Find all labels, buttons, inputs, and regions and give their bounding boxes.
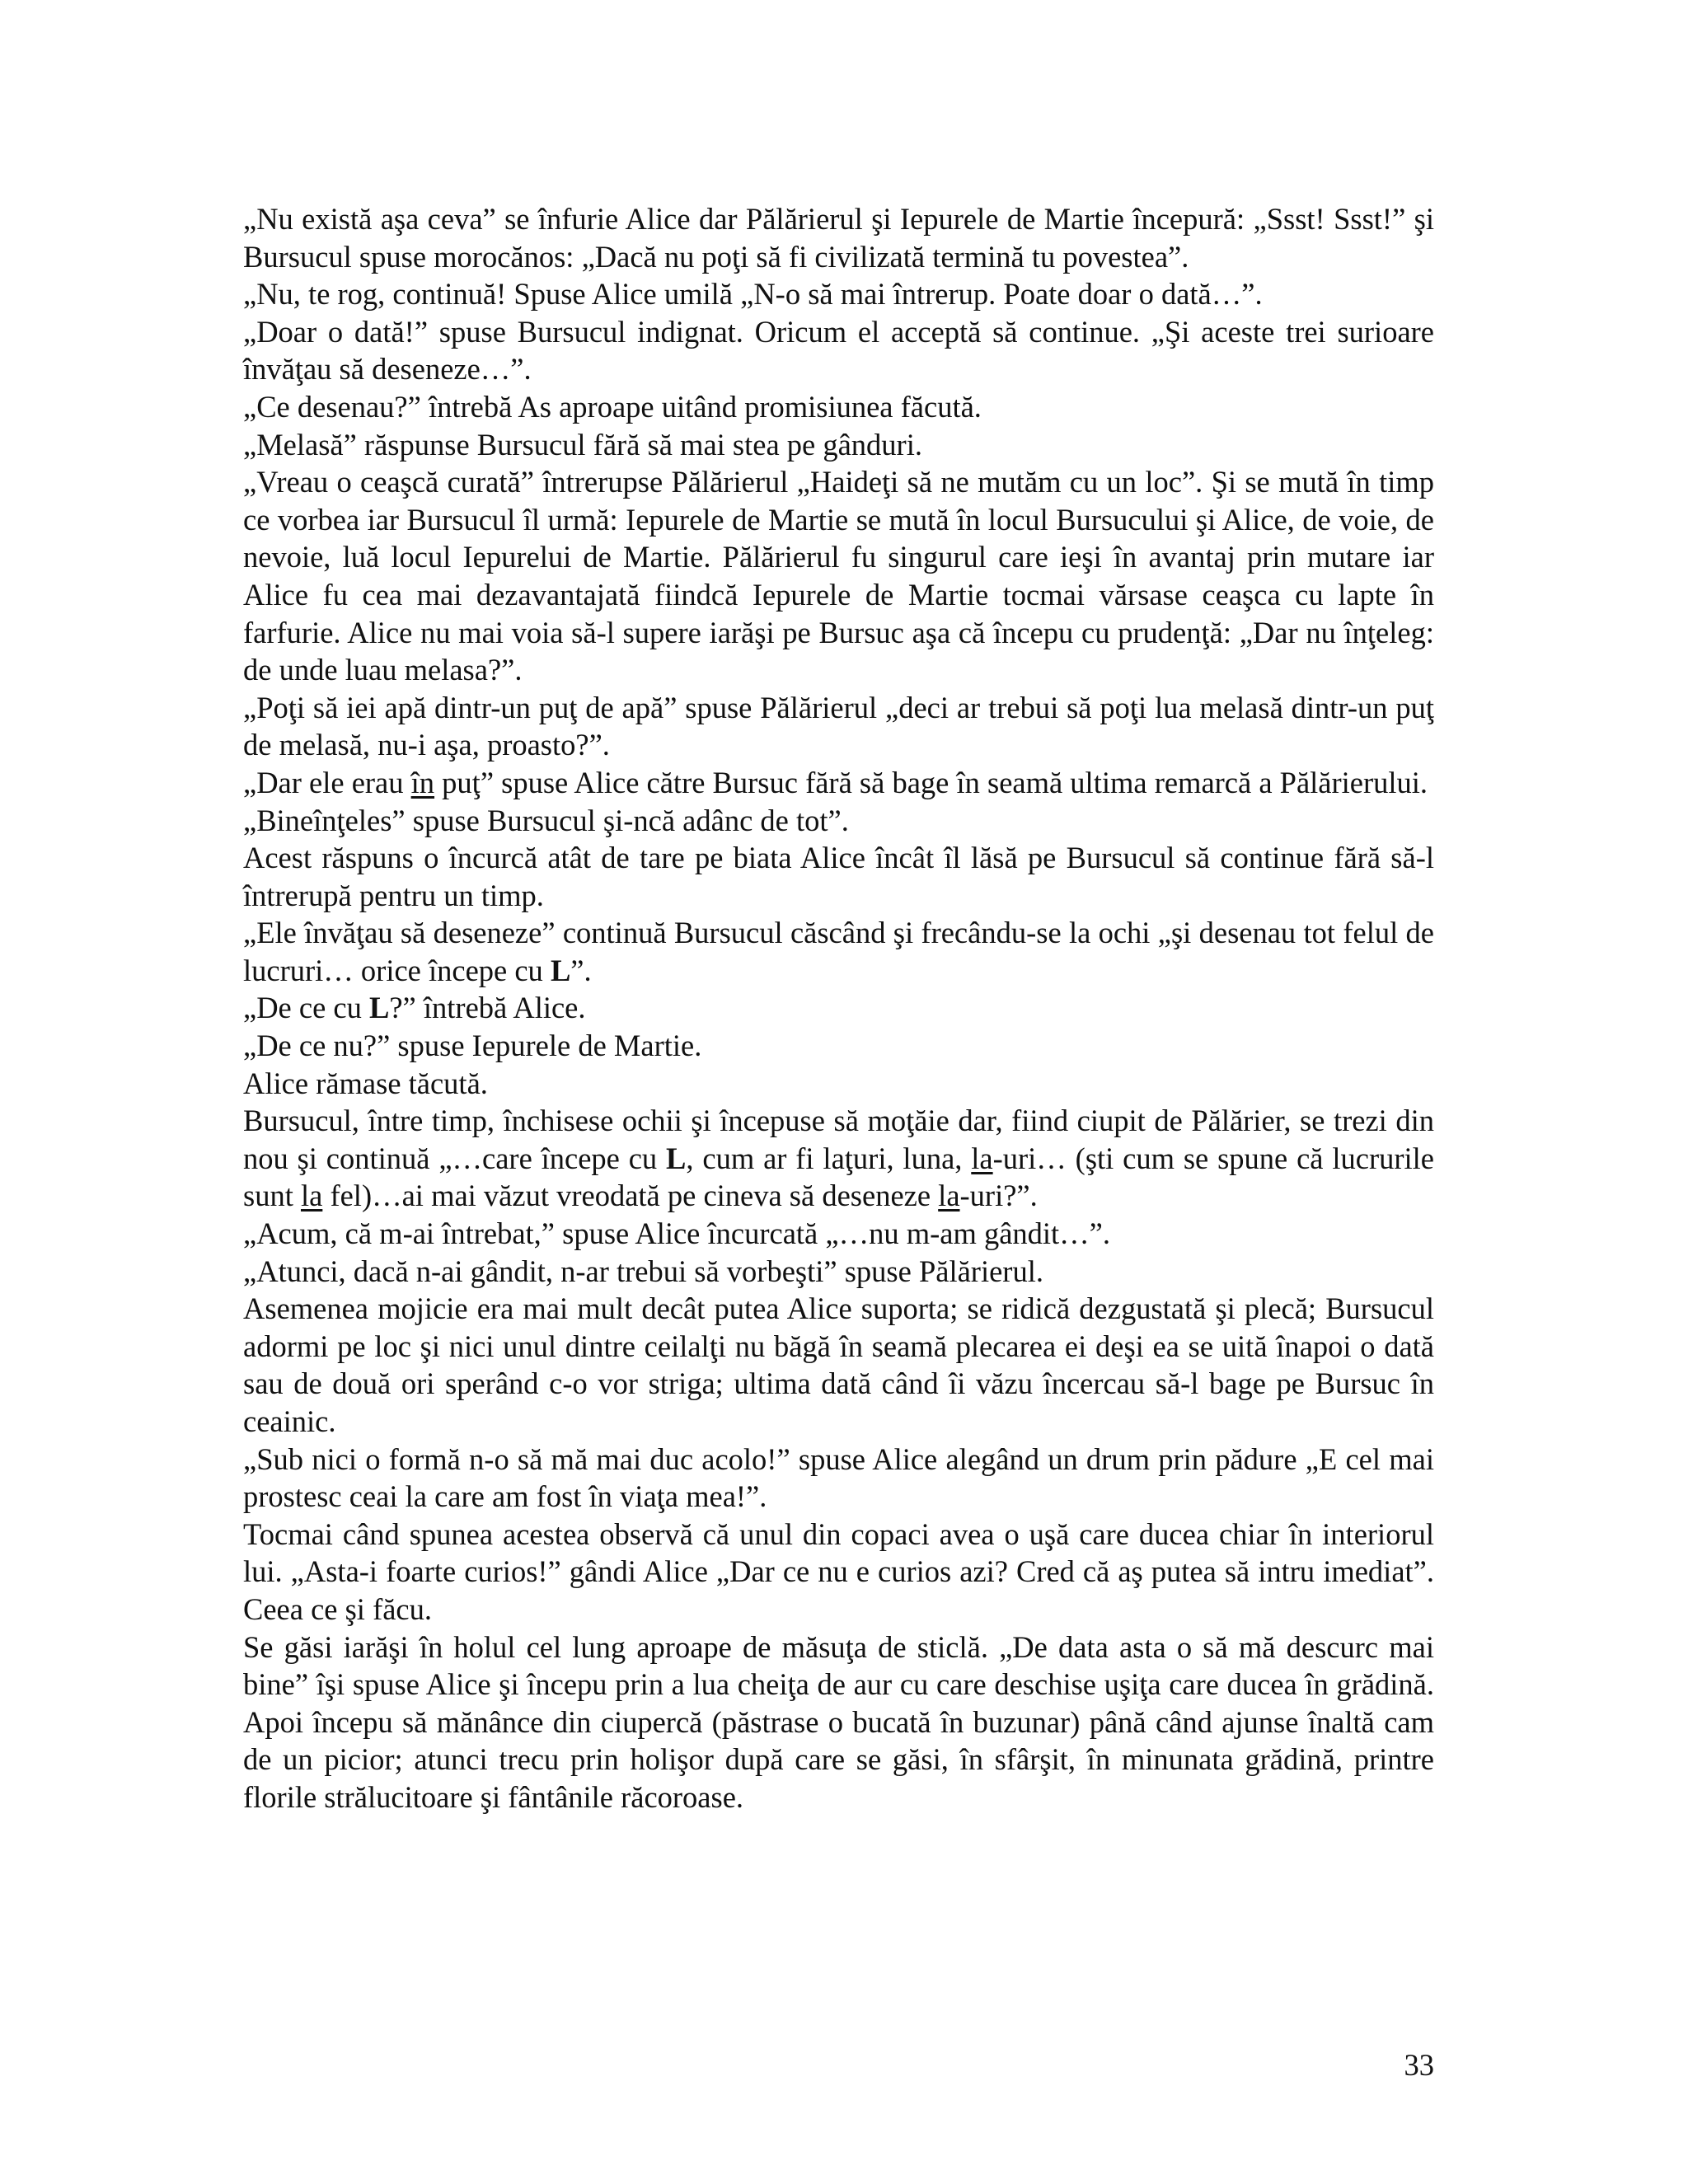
paragraph	[243, 839, 1434, 914]
paragraph	[243, 1629, 1434, 1816]
paragraph-text: „Vreau o ceaşcă curată” întrerupse Pălărierul „Haideţi să ne mutăm cu un loc”. Şi se mută în timp ce vorbea iar Bursucul îl urmă: Iepurele de Martie se mută în locul Bursucului şi Alice, de voie, de nevoie, luă locul Iepurelui de Martie. Pălărierul fu singurul care ieşi în avantaj prin mutare iar Alice fu cea mai dezavantajată fiindcă Iepurele de Martie tocmai vărsase ceaşca cu lapte în farfurie. Alice nu mai voia să-l supere iarăşi pe Bursuc aşa că începu cu prudenţă: „Dar nu înţeleg: de unde luau melasa?”.	[243, 465, 1434, 687]
paragraph-text: puţ” spuse Alice către Bursuc fără să bage în seamă ultima remarcă a Pălărierului.	[434, 765, 1428, 799]
paragraph	[243, 914, 1434, 989]
paragraph-text: „Poţi să iei apă dintr-un puţ de apă” spuse Pălărierul „deci ar trebui să poţi lua melasă dintr-un puţ de melasă, nu-i aşa, proasto?”.	[243, 690, 1434, 762]
paragraph-text: „Sub nici o formă n-o să mă mai duc acolo!” spuse Alice alegând un drum prin pădure „E cel mai prostesc ceai la care am fost în viaţa mea!”.	[243, 1441, 1434, 1514]
paragraph-text: ?” întrebă Alice.	[389, 991, 586, 1025]
paragraph	[243, 426, 1434, 464]
paragraph-text: -uri… (şti cum se spune că lucrurile sunt	[243, 1141, 1434, 1213]
paragraph	[243, 463, 1434, 689]
paragraph	[243, 1102, 1434, 1215]
paragraph	[243, 1290, 1434, 1440]
paragraph-text: -uri?”.	[959, 1179, 1038, 1213]
body-text	[243, 200, 1434, 1816]
paragraph-text: „Ce desenau?” întrebă As aproape uitând promisiunea făcută.	[243, 389, 982, 424]
paragraph-text: „Nu, te rog, continuă! Spuse Alice umilă „N-o să mai întrerup. Poate doar o dată…”.	[243, 277, 1263, 312]
paragraph-text: Asemenea mojicie era mai mult decât putea Alice suporta; se ridică dezgustată şi plecă; Bursucul adormi pe loc şi nici unul dintre ceilalţi nu băgă în seamă plecarea ei deşi ea se uită înapoi o dată sau de două ori sperând c-o vor striga; ultima dată când îi văzu încercau să-l bage pe Bursuc în ceainic.	[243, 1291, 1434, 1438]
paragraph	[243, 1215, 1434, 1253]
paragraph-text: „Bineînţeles” spuse Bursucul şi-ncă adânc de tot”.	[243, 803, 849, 837]
paragraph-text: ”.	[570, 953, 592, 987]
paragraph-text: „De ce nu?” spuse Iepurele de Martie.	[243, 1029, 702, 1063]
bold-letter: L	[666, 1141, 687, 1175]
paragraph-text: , cum ar fi laţuri, luna,	[686, 1141, 972, 1175]
paragraph	[243, 1253, 1434, 1291]
paragraph-text: Alice rămase tăcută.	[243, 1066, 488, 1100]
bold-letter: L	[550, 953, 571, 987]
paragraph-text: Acest răspuns o încurcă atât de tare pe biata Alice încât îl lăsă pe Bursucul să continue fără să-l întrerupă pentru un timp.	[243, 841, 1434, 912]
paragraph	[243, 1441, 1434, 1516]
paragraph	[243, 1027, 1434, 1065]
underlined-word: la	[938, 1179, 960, 1213]
paragraph-text: „Melasă” răspunse Bursucul fără să mai stea pe gânduri.	[243, 427, 922, 462]
paragraph-text: fel)…ai mai văzut vreodată pe cineva să deseneze	[322, 1179, 939, 1213]
paragraph	[243, 1516, 1434, 1629]
paragraph-text: „Doar o dată!” spuse Bursucul indignat. Oricum el acceptă să continue. „Şi aceste trei surioare învăţau să deseneze…”.	[243, 314, 1434, 387]
underlined-word: la	[300, 1179, 323, 1213]
paragraph	[243, 1065, 1434, 1103]
paragraph-text: Se găsi iarăşi în holul cel lung aproape de măsuţa de sticlă. „De data asta o să mă descurc mai bine” îşi spuse Alice şi începu prin a lua cheiţa de aur cu care deschise uşiţa care ducea în grădină. Apoi începu să mănânce din ciupercă (păstrase o bucată în buzunar) până când ajunse înaltă cam de un picior; atunci trecu prin holişor după care se găsi, în sfârşit, în minunata grădină, printre florile strălucitoare şi fântânile răcoroase.	[243, 1629, 1434, 1814]
paragraph-text: Tocmai când spunea acestea observă că unul din copaci avea o uşă care ducea chiar în interiorul lui. „Asta-i foarte curios!” gândi Alice „Dar ce nu e curios azi? Cred că aş putea să intru imediat”. Ceea ce şi făcu.	[243, 1516, 1434, 1626]
bold-letter: L	[369, 991, 390, 1025]
paragraph-text: „De ce cu	[243, 991, 369, 1025]
paragraph	[243, 689, 1434, 764]
underlined-word: în	[410, 765, 435, 799]
paragraph	[243, 275, 1434, 313]
paragraph	[243, 989, 1434, 1027]
paragraph-text: Bursucul, între timp, închisese ochii şi începuse să moţăie dar, fiind ciupit de Pălărier, se trezi din nou şi continuă „…care începe cu	[243, 1104, 1434, 1175]
paragraph-text: „Ele învăţau să deseneze” continuă Bursucul căscând şi frecându-se la ochi „şi desenau tot felul de lucruri… orice începe cu	[243, 916, 1434, 987]
paragraph-text: „Dar ele erau	[243, 765, 411, 799]
paragraph	[243, 313, 1434, 388]
paragraph	[243, 764, 1434, 802]
underlined-word: la	[971, 1141, 993, 1175]
page-number: 33	[1404, 2048, 1434, 2082]
paragraph	[243, 200, 1434, 275]
paragraph-text: „Atunci, dacă n-ai gândit, n-ar trebui să vorbeşti” spuse Pălărierul.	[243, 1254, 1043, 1288]
paragraph-text: „Acum, că m-ai întrebat,” spuse Alice încurcată „…nu m-am gândit…”.	[243, 1216, 1111, 1251]
paragraph	[243, 388, 1434, 426]
paragraph-text: „Nu există aşa ceva” se înfurie Alice dar Pălărierul şi Iepurele de Martie începură: „Ssst! Ssst!” şi Bursucul spuse morocănos: „Dacă nu poţi să fi civilizată termină tu povestea”.	[243, 202, 1434, 274]
paragraph	[243, 802, 1434, 840]
